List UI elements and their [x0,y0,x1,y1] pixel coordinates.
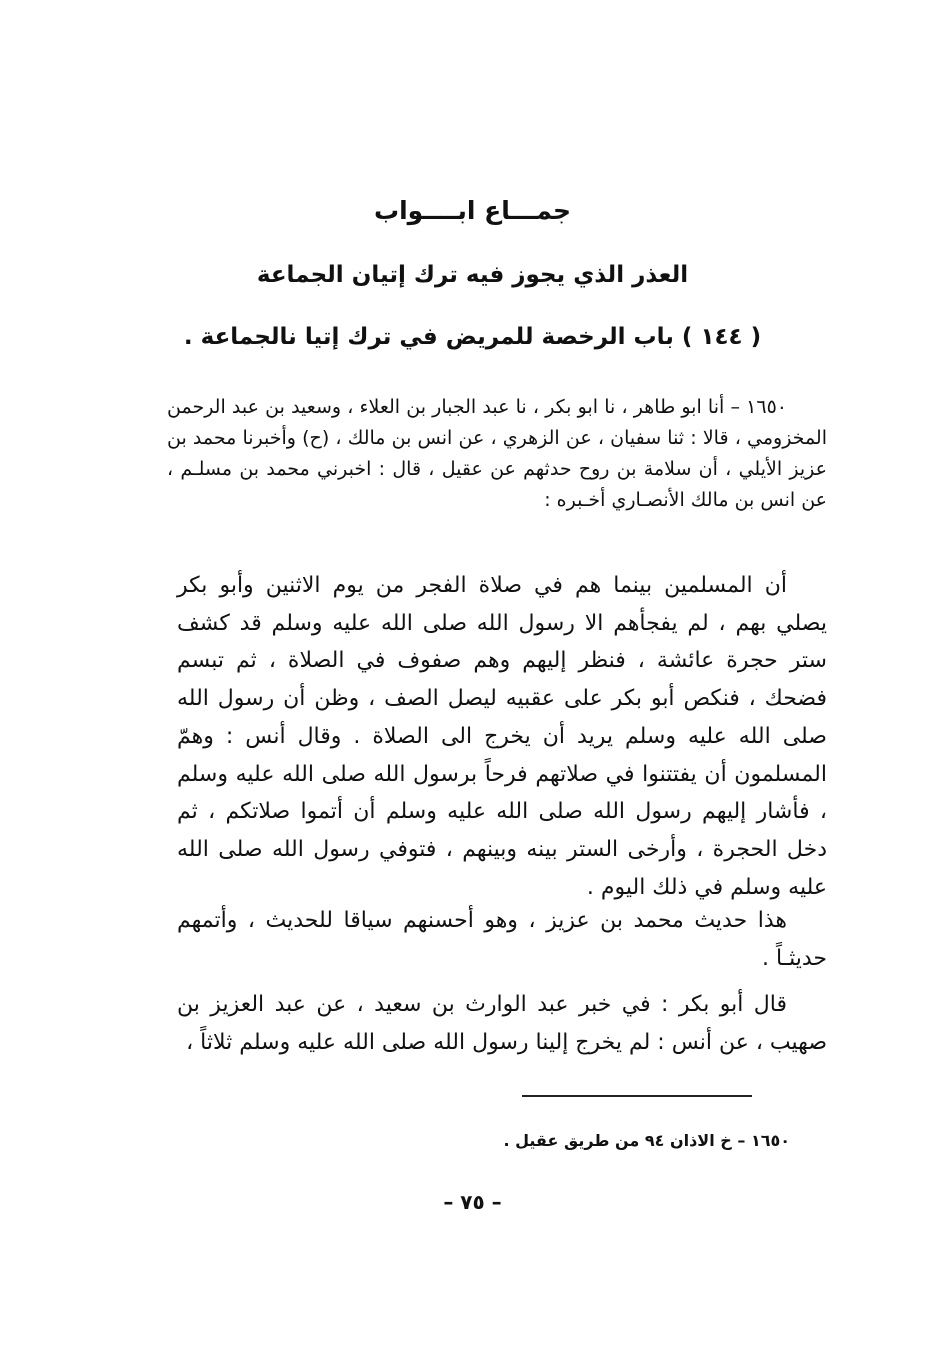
page-number: – ٧٥ – [443,1190,502,1214]
isnad-paragraph [167,392,827,516]
hadith-paragraph [177,567,827,906]
qala-text: قال أبو بكر : في خبر عبد الوارث بن سعيد ، عن عبد العزيز بن صهيب ، عن أنس : لم يخرج إلينا رسول الله صلى الله عليه وسلم ثلاثاً ، [177,992,827,1055]
isnad-text: ١٦٥٠ – أنا ابو طاهر ، نا ابو بكر ، نا عبد الجبار بن العلاء ، وسعيد بن عبد الرحمن المخزومي ، قالا : ثنا سفيان ، عن الزهري ، عن انس بن مالك ، (ح) وأخبرنا محمد بن عزيز الأيلي ، أن سلامة بن روح حدثهم عن عقيل ، قال : اخبرني محمد بن مسلـم ، عن انس بن مالك الأنصـاري أخـبره : [167,396,827,511]
hadith-text: أن المسلمين بينما هم في صلاة الفجر من يوم الاثنين وأبو بكر يصلي بهم ، لم يفجأهم الا رسول الله صلى الله عليه وسلم قد كشف ستر حجرة عائشة ، فنظر إليهم وهم صفوف في الصلاة ، ثم تبسم فضحك ، فنكص أبو بكر على عقبيه ليصل الصف ، وظن أن رسول الله صلى الله عليه وسلم يريد أن يخرج الى الصلاة . وقال أنس : وهمّ المسلمون أن يفتتنوا في صلاتهم فرحاً برسول الله صلى الله عليه وسلم ، فأشار إليهم رسول الله صلى الله عليه وسلم أن أتموا صلاتكم ، ثم دخل الحجرة ، وأرخى الستر بينه وبينهم ، فتوفي رسول الله صلى الله عليه وسلم في ذلك اليوم . [177,573,827,900]
footnote: ١٦٥٠ – خ الاذان ٩٤ من طريق عقيل . [503,1131,790,1150]
chapter-heading: ( ١٤٤ ) باب الرخصة للمريض في ترك إتيا نالجماعة . [183,324,762,350]
qala-paragraph [177,986,827,1062]
commentary-text: هذا حديث محمد بن عزيز ، وهو أحسنهم سياقا للحديث ، وأتمهم حديثـاً . [177,908,827,971]
section-heading: جمـــاع ابــــواب [373,196,572,225]
commentary-paragraph [177,902,827,978]
subject-heading: العذر الذي يجوز فيه ترك إتيان الجماعة [256,262,689,288]
footnote-divider [522,1095,752,1097]
